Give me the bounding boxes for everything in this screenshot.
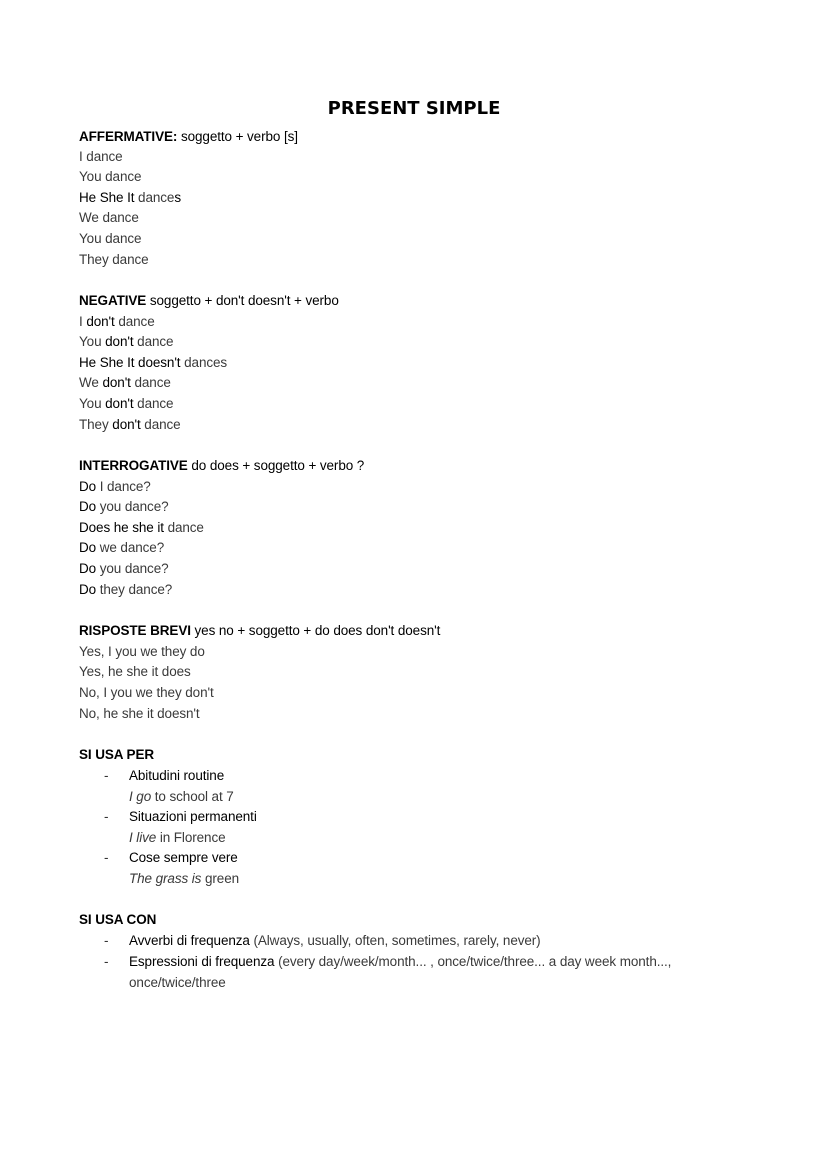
- list-item: No, I you we they don't: [79, 685, 214, 700]
- list-item: [79, 312, 155, 332]
- question-rest: they dance?: [99, 582, 173, 597]
- example-italic: I go: [129, 789, 152, 804]
- bullet-label: Avverbi di frequenza: [129, 933, 250, 948]
- bullet-continuation: once/twice/three: [129, 975, 226, 990]
- list-item: They dance: [79, 252, 149, 267]
- list-item: [79, 518, 204, 538]
- auxiliary: Do: [79, 582, 97, 597]
- affermative-heading: AFFERMATIVE:: [79, 129, 178, 144]
- verb: dance: [118, 314, 155, 329]
- example-line: [129, 869, 239, 889]
- bullet-dash: -: [104, 850, 109, 865]
- interrogative-heading-line: [79, 456, 364, 476]
- question-rest: we dance?: [99, 540, 165, 555]
- list-item: I dance: [79, 149, 123, 164]
- page-title: PRESENT SIMPLE: [327, 98, 501, 119]
- affermative-heading-line: [79, 127, 298, 147]
- bullet-label: Situazioni permanenti: [129, 809, 257, 824]
- list-item: You dance: [79, 231, 142, 246]
- list-item: [79, 538, 164, 558]
- list-item: [79, 477, 151, 497]
- question-rest: you dance?: [99, 561, 169, 576]
- list-item: No, he she it doesn't: [79, 706, 200, 721]
- risposte-heading: RISPOSTE BREVI: [79, 623, 191, 638]
- example-rest: in Florence: [156, 830, 226, 845]
- list-item: [79, 332, 173, 352]
- interrogative-rule: do does + soggetto + verbo ?: [191, 458, 365, 473]
- auxiliary: don't: [86, 314, 115, 329]
- risposte-rule: yes no + soggetto + do does don't doesn't: [194, 623, 441, 638]
- verb: dance: [137, 334, 174, 349]
- bullet-dash: -: [104, 933, 109, 948]
- subject: He She It: [79, 355, 135, 370]
- verb: dance: [134, 375, 171, 390]
- si-usa-per-heading: [79, 745, 154, 765]
- subject: He She It: [79, 190, 135, 205]
- subject: They: [79, 417, 109, 432]
- auxiliary: Does he she it: [79, 520, 164, 535]
- example-rest: to school at 7: [151, 789, 234, 804]
- list-item: [79, 373, 171, 393]
- example-italic: I live: [129, 830, 157, 845]
- auxiliary: don't: [105, 334, 134, 349]
- auxiliary: don't: [105, 396, 134, 411]
- verb: dances: [184, 355, 228, 370]
- verb: dance: [144, 417, 181, 432]
- auxiliary: Do: [79, 561, 97, 576]
- auxiliary: Do: [79, 540, 97, 555]
- verb: dance: [138, 190, 175, 205]
- list-item: [79, 497, 169, 517]
- example-rest: green: [201, 871, 240, 886]
- list-item: We dance: [79, 210, 139, 225]
- list-item: [79, 188, 181, 208]
- bullet-label: Abitudini routine: [129, 768, 225, 783]
- question-rest: you dance?: [99, 499, 169, 514]
- list-item: [79, 559, 169, 579]
- question-rest: dance: [167, 520, 204, 535]
- list-item: [79, 415, 181, 435]
- subject: You: [79, 396, 102, 411]
- verb: dance: [137, 396, 174, 411]
- bullet-content: [129, 931, 541, 951]
- question-rest: I dance?: [99, 479, 151, 494]
- auxiliary: Do: [79, 499, 97, 514]
- auxiliary: don't: [102, 375, 131, 390]
- section-heading: SI USA CON: [79, 912, 157, 927]
- example-line: [129, 787, 234, 807]
- subject: You: [79, 334, 102, 349]
- list-item: You dance: [79, 169, 142, 184]
- bullet-label: Espressioni di frequenza: [129, 954, 275, 969]
- bullet-detail: (every day/week/month... , once/twice/three... a day week month...,: [274, 954, 672, 969]
- negative-heading-line: [79, 291, 339, 311]
- negative-rule: soggetto + don't doesn't + verbo: [149, 293, 339, 308]
- risposte-heading-line: [79, 621, 440, 641]
- bullet-dash: -: [104, 768, 109, 783]
- example-line: [129, 828, 226, 848]
- auxiliary: Do: [79, 479, 97, 494]
- bullet-dash: -: [104, 809, 109, 824]
- negative-heading: NEGATIVE: [79, 293, 147, 308]
- affermative-rule: soggetto + verbo [s]: [180, 129, 298, 144]
- auxiliary: don't: [112, 417, 141, 432]
- interrogative-heading: INTERROGATIVE: [79, 458, 188, 473]
- list-item: [79, 353, 227, 373]
- si-usa-con-heading: [79, 910, 156, 930]
- list-item: Yes, I you we they do: [79, 644, 205, 659]
- auxiliary: doesn't: [138, 355, 181, 370]
- section-heading: SI USA PER: [79, 747, 155, 762]
- list-item: Yes, he she it does: [79, 664, 191, 679]
- bullet-label: Cose sempre vere: [129, 850, 238, 865]
- bullet-detail: (Always, usually, often, sometimes, rarely, never): [249, 933, 541, 948]
- subject: I: [79, 314, 83, 329]
- verb-suffix: s: [174, 190, 181, 205]
- list-item: [79, 580, 172, 600]
- subject: We: [79, 375, 99, 390]
- bullet-dash: -: [104, 954, 109, 969]
- example-italic: The grass is: [129, 871, 202, 886]
- list-item: [79, 394, 173, 414]
- bullet-content: [129, 952, 671, 972]
